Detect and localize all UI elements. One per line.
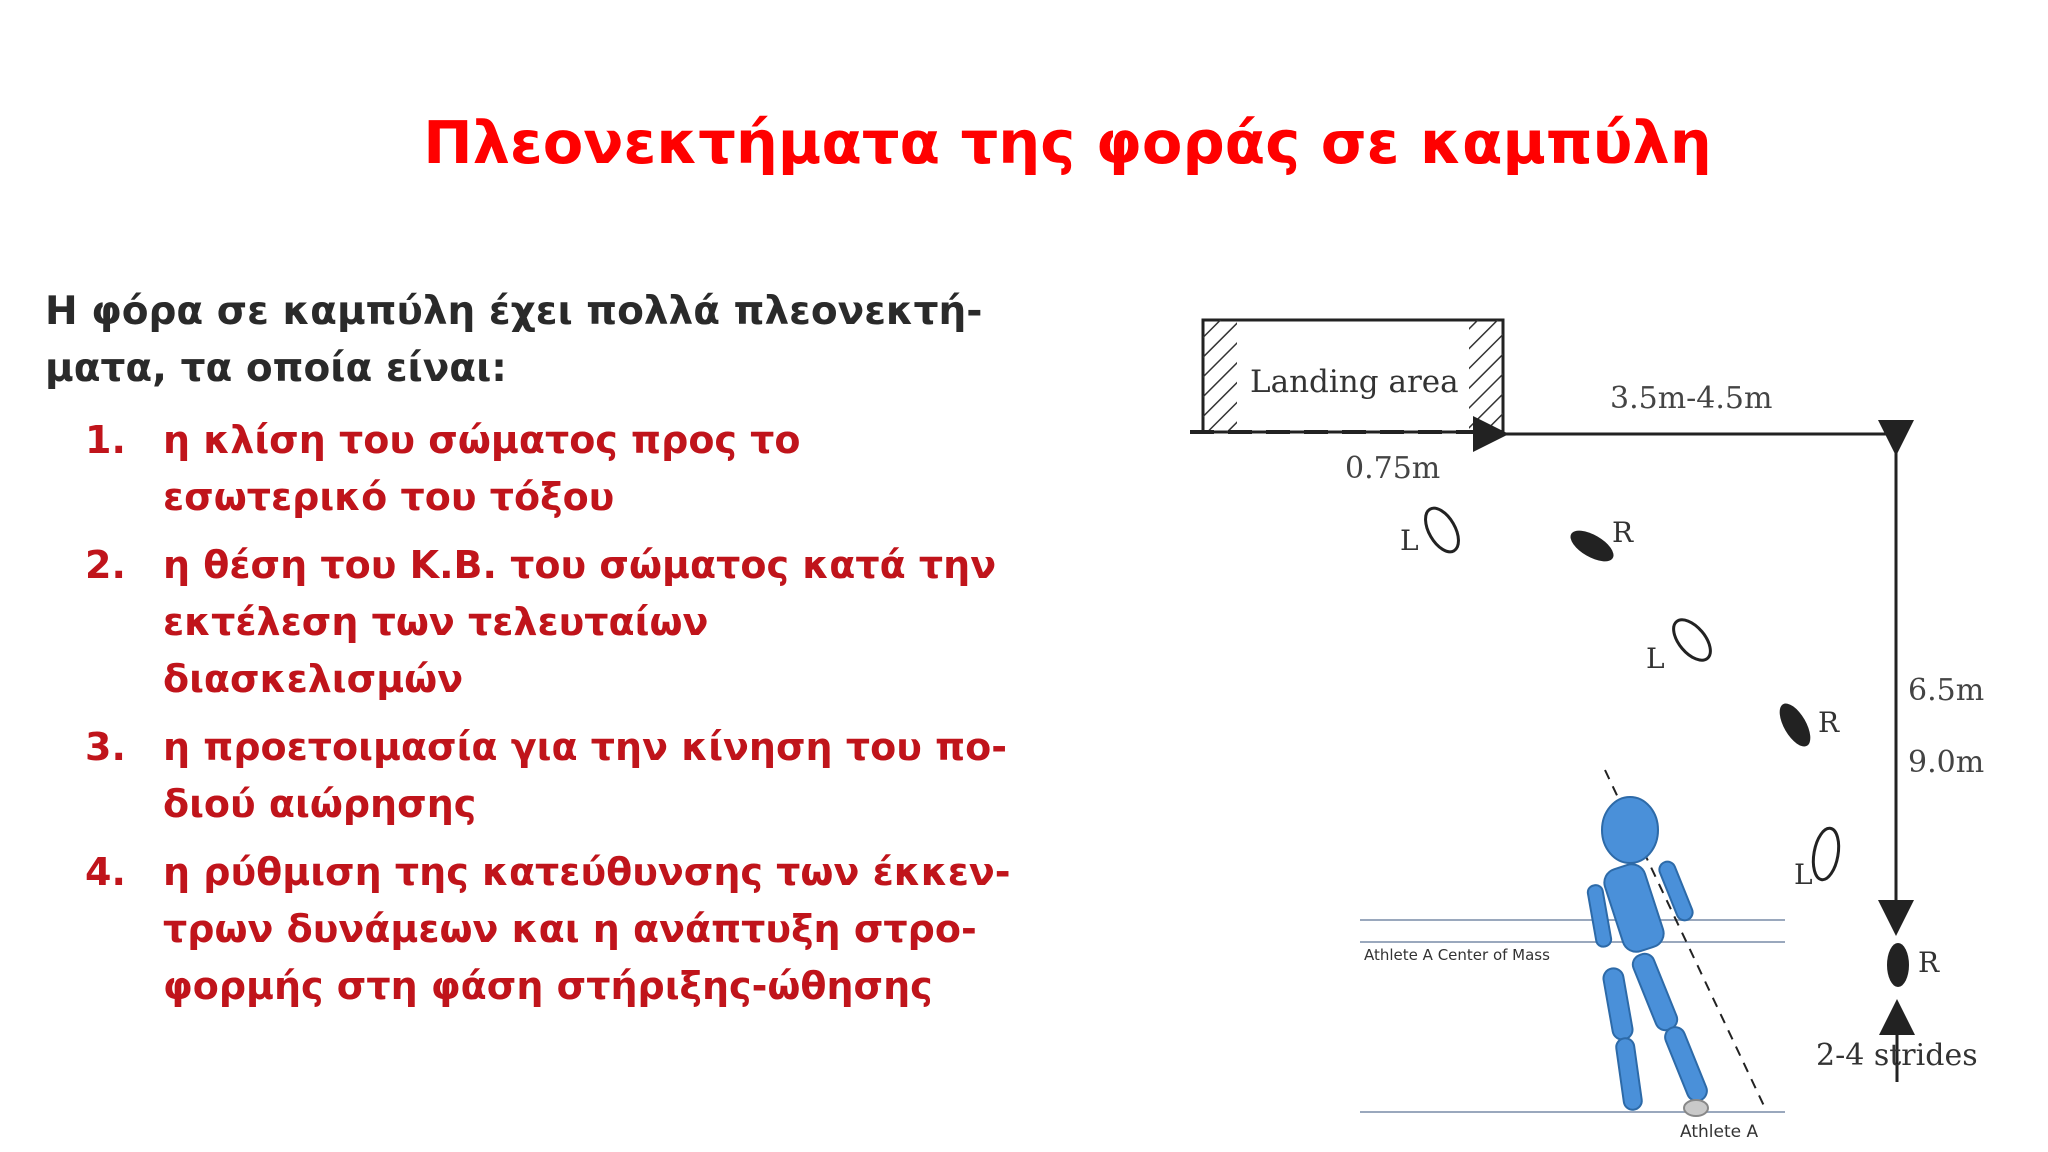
list-number: 1. bbox=[85, 418, 126, 462]
footprint-right-1 bbox=[1566, 516, 1634, 568]
svg-text:R: R bbox=[1818, 706, 1840, 739]
list-item bbox=[85, 412, 1015, 526]
footprint-left-3 bbox=[1794, 826, 1842, 891]
list-number: 2. bbox=[85, 543, 126, 587]
svg-text:L: L bbox=[1400, 524, 1419, 557]
landing-area bbox=[1190, 320, 1503, 432]
intro-text: Η φόρα σε καμπύλη έχει πολλά πλεονεκτή-ματα, τα οποία είναι: bbox=[45, 289, 983, 391]
slide-title: Πλεονεκτήματα της φοράς σε καμπύλη bbox=[423, 108, 1712, 177]
svg-text:L: L bbox=[1794, 858, 1813, 891]
list-item bbox=[85, 844, 1015, 1015]
strides-label: 2-4 strides bbox=[1816, 1038, 1978, 1073]
footprint-left-1 bbox=[1400, 503, 1465, 558]
svg-text:R: R bbox=[1918, 946, 1940, 979]
list-text: η ρύθμιση της κατεύθυνσης των έκκεν-τρων δυνάμεων και η ανάπτυξη στρο-φορμής στη φάση στήριξης-ώθησης bbox=[163, 850, 1011, 1008]
list-number: 4. bbox=[85, 850, 126, 894]
landing-area-label: Landing area bbox=[1250, 364, 1459, 400]
list-text: η θέση του Κ.Β. του σώματος κατά την εκτέλεση των τελευταίων διασκελισμών bbox=[163, 543, 997, 701]
horizontal-dimension-label: 3.5m-4.5m bbox=[1610, 381, 1773, 416]
list-text: η κλίση του σώματος προς το εσωτερικό του τόξου bbox=[163, 418, 801, 519]
center-of-mass-label: Athlete A Center of Mass bbox=[1364, 946, 1550, 964]
svg-text:R: R bbox=[1612, 516, 1634, 549]
athlete-label: Athlete A bbox=[1680, 1122, 1759, 1142]
list-number: 3. bbox=[85, 725, 126, 769]
footprint-right-3 bbox=[1887, 943, 1940, 987]
offset-dimension-label: 0.75m bbox=[1345, 451, 1441, 486]
approach-diagram bbox=[1180, 300, 2010, 1150]
vertical-dimension-label-2: 9.0m bbox=[1908, 745, 1985, 780]
advantages-list bbox=[85, 412, 1015, 1026]
svg-text:L: L bbox=[1646, 642, 1665, 675]
list-text: η προετοιμασία για την κίνηση του πο-διού αιώρησης bbox=[163, 725, 1008, 826]
vertical-dimension-label-1: 6.5m bbox=[1908, 673, 1985, 708]
list-item bbox=[85, 719, 1015, 833]
footprint-left-2 bbox=[1646, 613, 1717, 675]
list-item bbox=[85, 537, 1015, 708]
footprint-right-2 bbox=[1773, 699, 1840, 752]
